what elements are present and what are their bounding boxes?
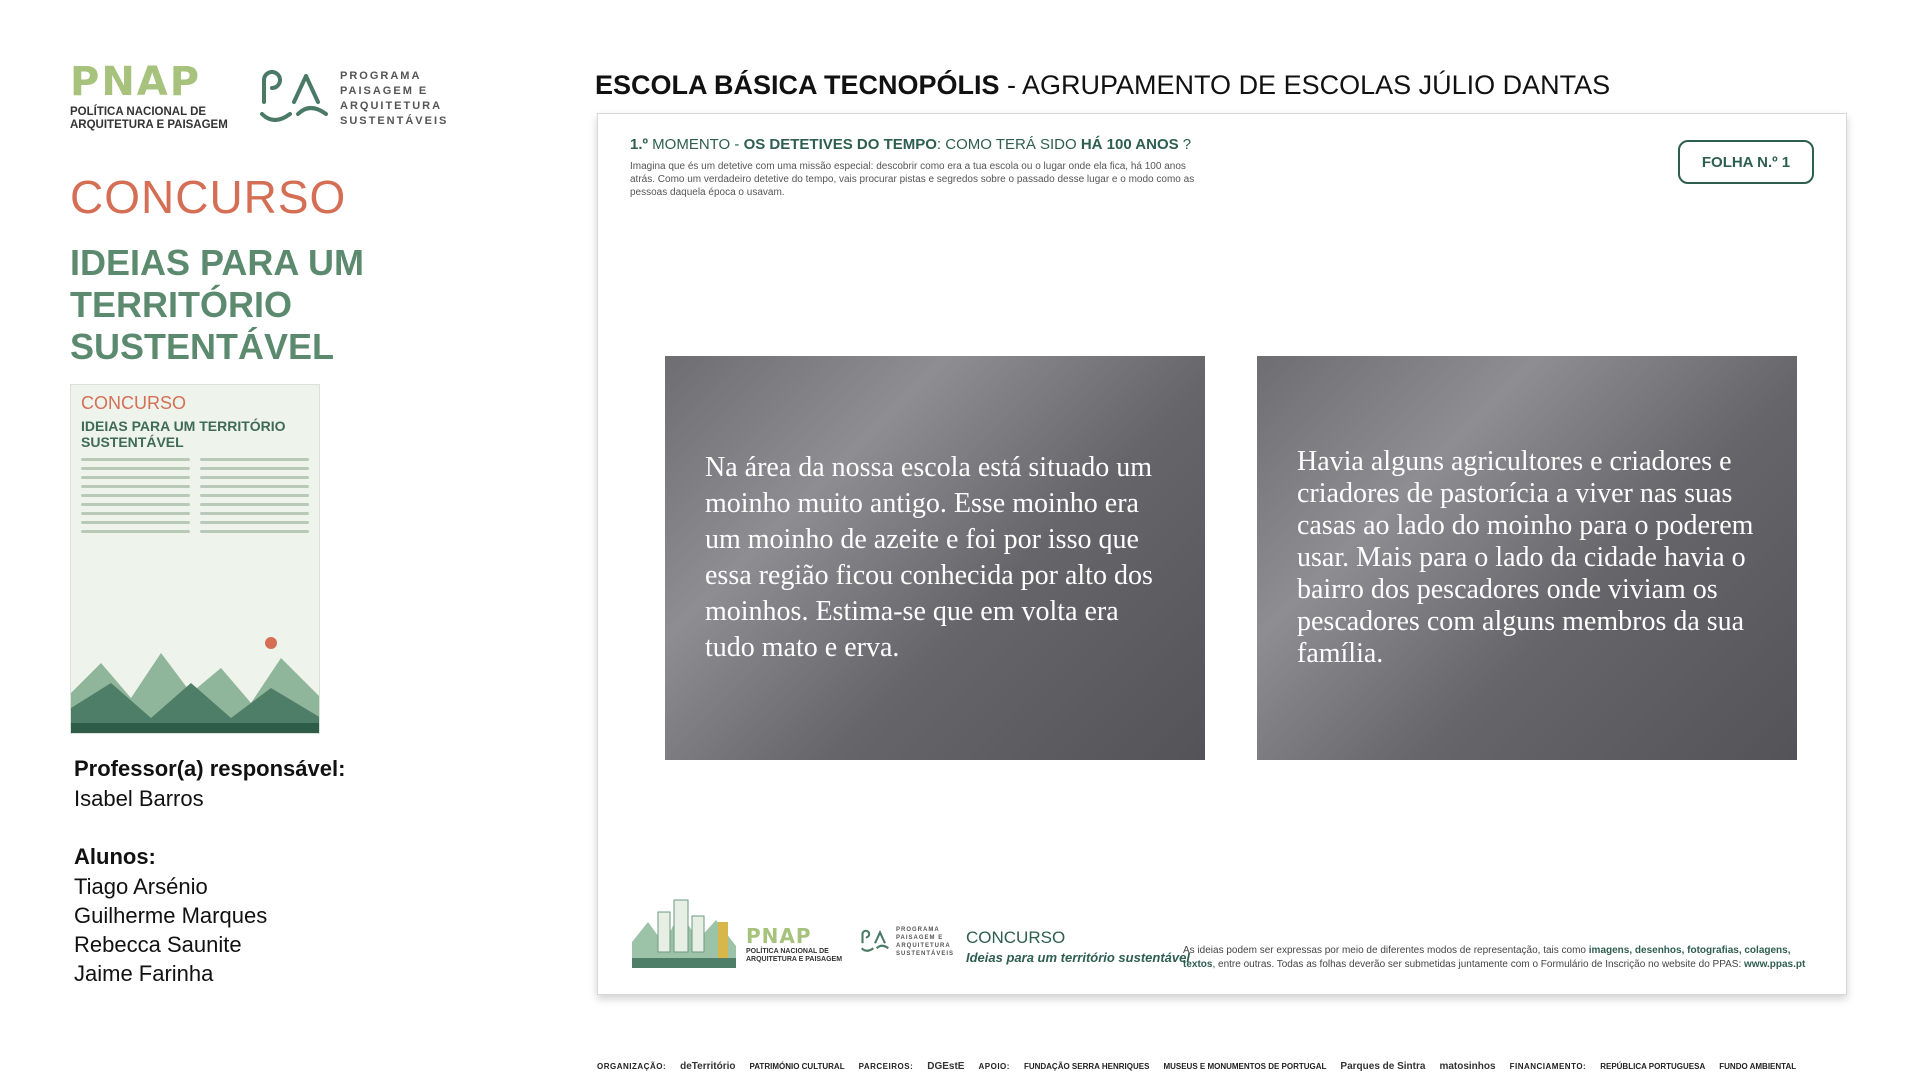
partner-logo-dgeste: DGEstE — [927, 1060, 965, 1072]
alunos-label: Alunos: — [74, 844, 156, 869]
footer-ppas-subtitle-line: PROGRAMA — [896, 927, 940, 933]
left-panel — [70, 60, 540, 734]
list-item: Tiago Arsénio — [74, 874, 208, 899]
footer-ppas-logo — [860, 926, 954, 958]
list-item: Jaime Farinha — [74, 961, 214, 986]
footer-concurso — [966, 928, 1190, 965]
moment-end: ? — [1178, 136, 1192, 153]
organizacao-label: ORGANIZAÇÃO: — [597, 1061, 667, 1071]
footer-instructions — [1183, 944, 1823, 972]
moment-number: 1.º — [630, 136, 648, 153]
pnap-logo — [70, 60, 230, 132]
footer-text-part: As ideias podem ser expressas por meio de diferentes modos de representação, tais como — [1183, 945, 1589, 956]
alunos-list — [74, 872, 267, 988]
footer-pnap-mark: PNAP — [746, 924, 812, 948]
sheet-footer — [628, 882, 1818, 978]
footer-ideias-title: Ideias para um território sustentável — [966, 950, 1190, 965]
ppas-logo — [258, 66, 448, 132]
financiamento-label: FINANCIAMENTO: — [1509, 1061, 1587, 1071]
school-title — [595, 70, 1610, 101]
worksheet — [597, 113, 1847, 995]
footer-pnap-subtitle-line: ARQUITETURA E PAISAGEM — [746, 956, 843, 963]
ppas-subtitle-line: PROGRAMA — [340, 70, 422, 82]
card-right-text: Havia alguns agricultores e criadores e criadores de pastorícia a viver nas suas casas ao lado do moinho para o poderem usar. Mais para o lado da cidade havia o bairro dos pescadores onde viviam os pescadores com alguns membros da sua família. — [1297, 446, 1754, 669]
footer-ppas-symbol-icon — [860, 927, 890, 957]
moment-label: MOMENTO - — [648, 136, 744, 153]
school-group: - AGRUPAMENTO DE ESCOLAS JÚLIO DANTAS — [999, 70, 1611, 100]
footer-pnap-logo — [746, 924, 842, 964]
professor-name: Isabel Barros — [74, 786, 204, 811]
parceiros-label: PARCEIROS: — [858, 1061, 914, 1071]
footer-ppas-subtitle — [896, 926, 954, 958]
poster-ideias: IDEIAS PARA UM TERRITÓRIO SUSTENTÁVEL — [81, 418, 286, 450]
partner-logo-matosinhos: matosinhos — [1439, 1060, 1496, 1072]
ppas-subtitle-line: ARQUITETURA — [340, 100, 443, 112]
poster-concurso: CONCURSO — [81, 393, 187, 413]
partner-logo-sintra: Parques de Sintra — [1340, 1060, 1426, 1072]
pnap-subtitle-line: ARQUITETURA E PAISAGEM — [70, 119, 228, 131]
list-item: Rebecca Saunite — [74, 932, 242, 957]
logos-header — [70, 60, 540, 140]
footer-text-bold: imagens, desenhos, fotografias, colagens, textos — [1183, 945, 1791, 970]
moment-title: OS DETETIVES DO TEMPO — [743, 136, 937, 153]
partners-bar — [597, 1050, 1847, 1080]
moment-heading — [630, 136, 1191, 153]
ppas-symbol-icon — [258, 66, 330, 132]
ppas-subtitle — [340, 69, 448, 129]
footer-url-link[interactable]: www.ppas.pt — [1744, 959, 1806, 970]
school-name: ESCOLA BÁSICA TECNOPÓLIS — [595, 70, 1000, 100]
city-illustration-icon — [628, 882, 740, 972]
folha-badge: FOLHA N.º 1 — [1678, 140, 1814, 184]
concurso-title: CONCURSO — [70, 171, 347, 223]
ppas-subtitle-line: PAISAGEM E — [340, 85, 429, 97]
contest-poster-thumbnail — [70, 384, 320, 734]
partner-logo-fundo-ambiental: FUNDO AMBIENTAL — [1719, 1061, 1797, 1071]
footer-pnap-subtitle — [746, 948, 842, 964]
moment-years: HÁ 100 ANOS — [1080, 136, 1179, 153]
footer-ppas-subtitle-line: ARQUITETURA — [896, 943, 951, 949]
text-card-left — [665, 356, 1205, 760]
partner-logo-deterritorio: deTerritório — [680, 1060, 736, 1072]
footer-pnap-subtitle-line: POLÍTICA NACIONAL DE — [746, 948, 829, 955]
footer-ppas-subtitle-line: SUSTENTÁVEIS — [896, 951, 955, 957]
moment-question: : COMO TERÁ SIDO — [936, 136, 1081, 153]
footer-text-part: , entre outras. Todas as folhas deverão ser submetidas juntamente com o Formulário de Inscrição no website do PPAS: — [1212, 959, 1745, 970]
poster-text-block — [81, 458, 309, 533]
pnap-mark: PNAP — [70, 59, 202, 105]
pnap-subtitle — [70, 106, 230, 132]
partner-logo-patrimonio: PATRIMÓNIO CULTURAL — [749, 1061, 845, 1071]
poster-hills-illustration — [71, 623, 320, 733]
footer-concurso-title: CONCURSO — [966, 928, 1066, 947]
text-card-right — [1257, 356, 1797, 760]
professor-label: Professor(a) responsável: — [74, 756, 346, 781]
partner-logo-museus: MUSEUS E MONUMENTOS DE PORTUGAL — [1163, 1061, 1327, 1071]
footer-ppas-subtitle-line: PAISAGEM E — [896, 935, 944, 941]
partner-logo-republica: REPÚBLICA PORTUGUESA — [1600, 1061, 1706, 1071]
pnap-subtitle-line: POLÍTICA NACIONAL DE — [70, 106, 207, 118]
card-left-text: Na área da nossa escola está situado um moinho muito antigo. Esse moinho era um moinho de azeite e foi por isso que essa região ficou conhecida por alto dos moinhos. Estima-se que em volta era tudo mato e erva. — [705, 452, 1153, 663]
apoio-label: APOIO: — [978, 1061, 1010, 1071]
moment-description: Imagina que és um detetive com uma missão especial: descobrir como era a tua escola ou o lugar onde ela fica, há 100 anos atrás. Como um verdadeiro detetive do tempo, vais procurar pistas e segredos sobre o passado desse lugar e o modo como as pessoas daquela época o usavam. — [630, 161, 1195, 198]
list-item: Guilherme Marques — [74, 903, 268, 928]
ideias-title: IDEIAS PARA UM TERRITÓRIO SUSTENTÁVEL — [70, 242, 365, 367]
partner-logo-fundacao: FUNDAÇÃO SERRA HENRIQUES — [1023, 1061, 1150, 1071]
ppas-subtitle-line: SUSTENTÁVEIS — [340, 115, 449, 127]
